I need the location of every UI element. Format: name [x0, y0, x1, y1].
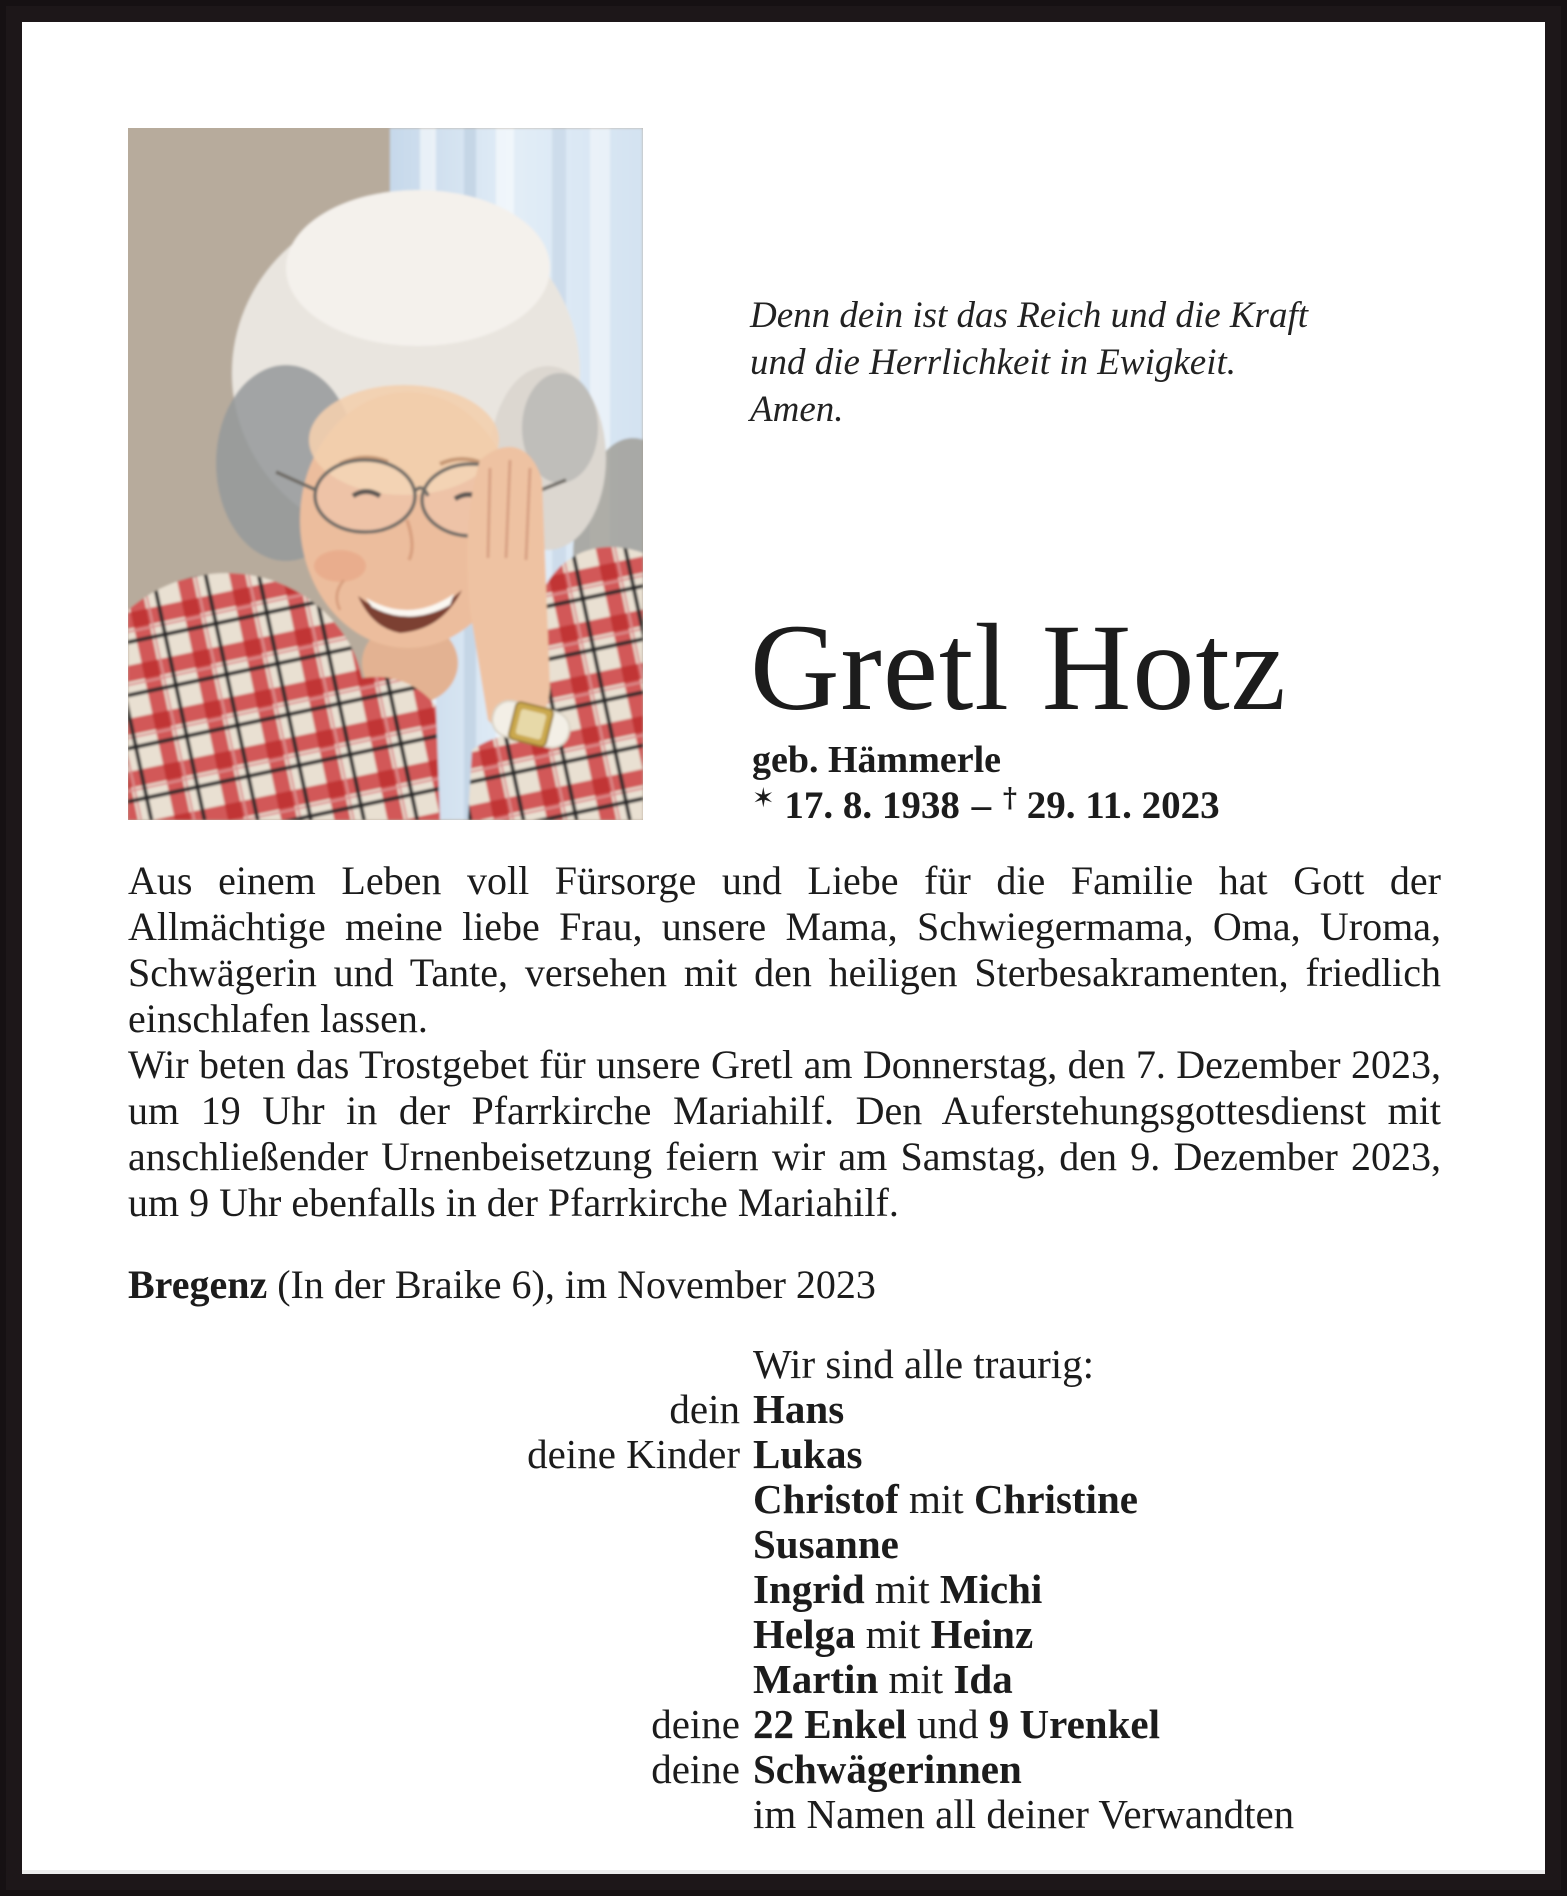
- family-name: Schwägerinnen: [753, 1746, 1022, 1792]
- header-text-column: [750, 128, 1441, 827]
- life-dates: [752, 778, 1220, 827]
- family-name: Hans: [753, 1386, 845, 1432]
- family-label: [128, 1612, 740, 1657]
- obituary-paragraph-1: Aus einem Leben voll Fürsorge und Liebe für die Familie hat Gott der Allmächtige meine liebe Frau, unsere Mama, Schwiegermama, Oma, Uroma, Schwägerin und Tante, versehen mit den heiligen Sterbesakramenten, friedlich einschlafen lassen.: [128, 858, 1441, 1041]
- portrait-illustration: [128, 128, 643, 820]
- quote-line: Denn dein ist das Reich und die Kraft: [750, 295, 1309, 336]
- deceased-name: Gretl Hotz: [750, 599, 1287, 736]
- family-label: [128, 1792, 740, 1837]
- quote-block: [750, 292, 1308, 433]
- family-row: Ingrid mit Michi: [128, 1567, 1441, 1612]
- family-name: 22 Enkel: [753, 1701, 907, 1747]
- family-row: Helga mit Heinz: [128, 1612, 1441, 1657]
- page-content: [22, 22, 1545, 1874]
- family-name: Christof: [753, 1476, 899, 1522]
- family-row: [128, 1522, 1441, 1567]
- family-label: [128, 1657, 740, 1702]
- maiden-name: geb. Hämmerle: [752, 739, 1002, 781]
- family-name: Ingrid: [753, 1566, 865, 1612]
- location-line: [128, 1262, 1441, 1308]
- paper-sheet: [6, 6, 1561, 1890]
- family-label: deine: [651, 1701, 740, 1747]
- death-date: 29. 11. 2023: [1026, 784, 1220, 827]
- obituary-paragraph-2: Wir beten das Trostgebet für unsere Gretl am Donnerstag, den 7. Dezember 2023, um 19 Uhr in der Pfarrkirche Mariahilf. Den Auferstehungsgottesdienst mit anschließender Urnenbeisetzung feiern wir am Samstag, den 9. Dezember 2023, um 9 Uhr ebenfalls in der Pfarrkirche Mariahilf.: [128, 1042, 1441, 1225]
- family-label: deine Kinder: [527, 1431, 740, 1477]
- family-name: Susanne: [753, 1521, 899, 1567]
- family-row: Martin mit Ida: [128, 1657, 1441, 1702]
- birth-date: 17. 8. 1938: [784, 784, 960, 827]
- family-row: deine 22 Enkel und 9 Urenkel: [128, 1702, 1441, 1747]
- family-name: Helga: [753, 1611, 856, 1657]
- family-label: [128, 1522, 740, 1567]
- family-name: Lukas: [753, 1431, 863, 1477]
- mourning-intro: Wir sind alle traurig:: [753, 1341, 1095, 1387]
- family-label: dein: [669, 1386, 740, 1432]
- family-row: [128, 1747, 1441, 1792]
- family-label: [128, 1567, 740, 1612]
- family-row: [128, 1432, 1441, 1477]
- family-row: [128, 1387, 1441, 1432]
- dates-separator: –: [971, 784, 992, 827]
- header-section: [128, 128, 1441, 827]
- portrait-photo: [128, 128, 643, 820]
- family-name: Martin: [753, 1656, 879, 1702]
- death-cross-icon: †: [1002, 783, 1017, 814]
- quote-line: und die Herrlichkeit in Ewigkeit.: [750, 342, 1237, 383]
- family-label: deine: [651, 1746, 740, 1792]
- place-name: Bregenz: [128, 1262, 268, 1307]
- family-row: Christof mit Christine: [128, 1477, 1441, 1522]
- family-row: [128, 1792, 1441, 1837]
- mourning-intro-row: [128, 1342, 1441, 1387]
- mourning-section: [128, 1342, 1441, 1837]
- birth-star-icon: ✶: [752, 783, 775, 814]
- location-rest: (In der Braike 6), im November 2023: [267, 1262, 876, 1307]
- closing-line: im Namen all deiner Verwandten: [753, 1791, 1295, 1837]
- family-label: [128, 1477, 740, 1522]
- quote-line: Amen.: [750, 389, 844, 430]
